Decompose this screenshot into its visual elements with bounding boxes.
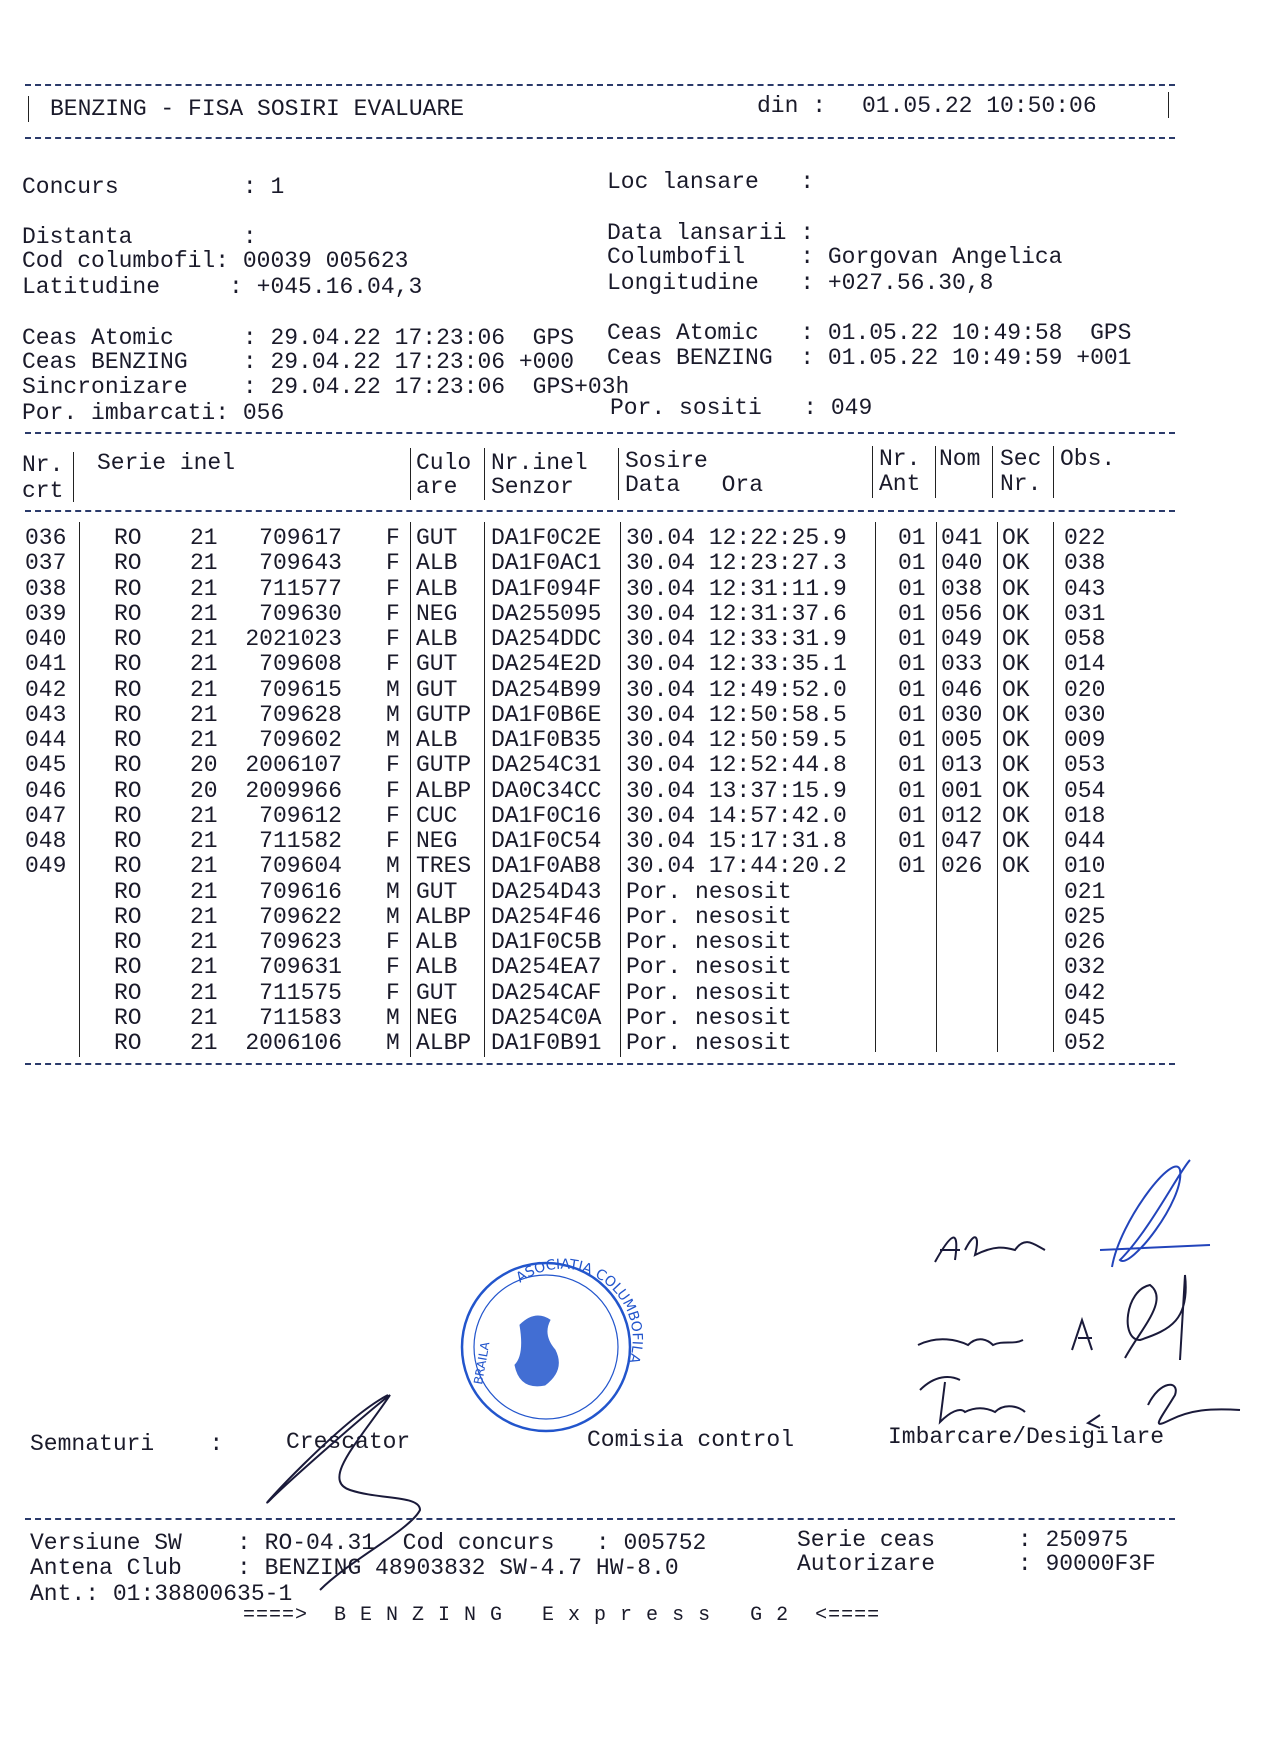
divider xyxy=(25,1518,1175,1520)
cell-country: RO xyxy=(114,550,142,577)
cell-sensor-id: DA254C31 xyxy=(491,752,602,779)
cell-sensor-id: DA255095 xyxy=(491,600,602,627)
cell-year: 21 xyxy=(190,1004,218,1031)
cell-arrival: Por. nesosit xyxy=(626,878,792,905)
cell-color: GUTP xyxy=(416,752,472,779)
cell-sec-nr: OK xyxy=(1002,777,1030,804)
data-lansarii: Data lansarii : xyxy=(607,220,815,246)
cell-obs: 025 xyxy=(1064,903,1106,930)
cell-arrival: 30.04 12:49:52.0 xyxy=(626,676,847,703)
cell-country: RO xyxy=(114,802,142,829)
cell-obs: 009 xyxy=(1064,727,1106,753)
cell-nom: 026 xyxy=(941,853,983,880)
cell-ring-number: 709617 xyxy=(259,525,342,551)
cell-year: 20 xyxy=(190,777,218,804)
document-title: BENZING - FISA SOSIRI EVALUARE xyxy=(50,96,465,122)
col-sec: Nr. xyxy=(1000,471,1042,497)
cell-obs: 053 xyxy=(1064,752,1106,779)
association-stamp xyxy=(462,1257,645,1431)
cell-antenna: 01 xyxy=(898,651,926,678)
cell-ring-number: 709628 xyxy=(259,701,342,728)
cell-arrival: Por. nesosit xyxy=(626,903,792,930)
cell-sex: M xyxy=(386,903,400,930)
cell-obs: 044 xyxy=(1064,828,1106,854)
antenna-id: Ant.: 01:38800635-1 xyxy=(30,1581,293,1607)
cell-sensor-id: DA254EA7 xyxy=(491,954,602,981)
cell-year: 21 xyxy=(190,727,218,753)
cell-nom: 041 xyxy=(941,525,983,551)
cell-sensor-id: DA254B99 xyxy=(491,676,602,703)
cell-color: ALBP xyxy=(416,777,472,804)
cell-nom: 056 xyxy=(941,600,983,627)
columbofil: Columbofil : Gorgovan Angelica xyxy=(607,244,1063,270)
cell-antenna: 01 xyxy=(898,828,926,854)
svg-text:BRAILA: BRAILA xyxy=(471,1340,493,1386)
cell-sex: F xyxy=(386,752,400,779)
cell-ring-number: 2021023 xyxy=(245,626,342,652)
cell-color: GUT xyxy=(416,878,458,905)
cell-nr-crt: 038 xyxy=(25,575,67,602)
cell-sensor-id: DA254D43 xyxy=(491,878,602,905)
cell-year: 21 xyxy=(190,651,218,678)
cell-obs: 018 xyxy=(1064,802,1106,829)
cell-sex: M xyxy=(386,1030,400,1056)
cell-color: ALB xyxy=(416,626,458,652)
cell-nom: 047 xyxy=(941,828,983,854)
cell-nr-crt: 049 xyxy=(25,853,67,880)
cell-sec-nr: OK xyxy=(1002,828,1030,854)
cell-sensor-id: DA254CAF xyxy=(491,979,602,1006)
cell-ring-number: 709612 xyxy=(259,802,342,829)
cell-ring-number: 709643 xyxy=(259,550,342,577)
cell-color: ALB xyxy=(416,727,458,753)
cell-arrival: 30.04 14:57:42.0 xyxy=(626,802,847,829)
cell-color: ALB xyxy=(416,575,458,602)
cell-nom: 012 xyxy=(941,802,983,829)
imbarcare-label: Imbarcare/Desigilare xyxy=(888,1424,1165,1450)
cell-nr-crt: 045 xyxy=(25,752,67,779)
col-serie-inel: Serie inel xyxy=(97,450,236,476)
cell-sensor-id: DA1F0B35 xyxy=(491,727,602,753)
cell-country: RO xyxy=(114,828,142,854)
cell-year: 21 xyxy=(190,550,218,577)
cell-year: 21 xyxy=(190,878,218,905)
cell-sensor-id: DA1F0C16 xyxy=(491,802,602,829)
cell-year: 21 xyxy=(190,676,218,703)
cell-country: RO xyxy=(114,626,142,652)
cell-arrival: 30.04 13:37:15.9 xyxy=(626,777,847,804)
cell-sex: M xyxy=(386,853,400,880)
cell-country: RO xyxy=(114,600,142,627)
por-imbarcati: Por. imbarcati: 056 xyxy=(22,400,285,426)
cell-obs: 022 xyxy=(1064,525,1106,551)
col-ant: Ant xyxy=(879,471,921,497)
cell-nom: 005 xyxy=(941,727,983,753)
cell-ring-number: 711575 xyxy=(259,979,342,1006)
col-culoare: Culo xyxy=(416,450,472,476)
antena-club: Antena Club : BENZING 48903832 SW-4.7 HW-8.0 xyxy=(30,1555,679,1581)
cell-antenna: 01 xyxy=(898,777,926,804)
ceas-atomic-start: Ceas Atomic : 29.04.22 17:23:06 GPS xyxy=(22,325,575,351)
col-senzor: Senzor xyxy=(491,474,574,500)
cell-obs: 021 xyxy=(1064,878,1106,905)
cell-sex: F xyxy=(386,600,400,627)
cell-sex: F xyxy=(386,979,400,1006)
cell-nr-crt: 039 xyxy=(25,600,67,627)
cell-country: RO xyxy=(114,929,142,955)
cell-sex: M xyxy=(386,1004,400,1031)
cell-color: GUTP xyxy=(416,701,472,728)
cell-arrival: Por. nesosit xyxy=(626,1030,792,1056)
cell-country: RO xyxy=(114,979,142,1006)
cell-antenna: 01 xyxy=(898,853,926,880)
cell-obs: 030 xyxy=(1064,701,1106,728)
cell-nom: 001 xyxy=(941,777,983,804)
cell-sec-nr: OK xyxy=(1002,802,1030,829)
latitudine: Latitudine : +045.16.04,3 xyxy=(22,274,423,300)
cell-nr-crt: 048 xyxy=(25,828,67,854)
svg-text:ASOCIATIA COLUMBOFILA: ASOCIATIA COLUMBOFILA xyxy=(513,1256,645,1366)
cell-obs: 045 xyxy=(1064,1004,1106,1031)
col-ant: Nr. xyxy=(879,446,921,472)
cell-nr-crt: 046 xyxy=(25,777,67,804)
commission-signatures xyxy=(918,1160,1240,1428)
cell-nr-crt: 042 xyxy=(25,676,67,703)
cell-color: GUT xyxy=(416,979,458,1006)
distanta: Distanta : xyxy=(22,224,257,250)
cell-sec-nr: OK xyxy=(1002,701,1030,728)
cell-arrival: 30.04 12:33:35.1 xyxy=(626,651,847,678)
cell-antenna: 01 xyxy=(898,550,926,577)
cell-year: 21 xyxy=(190,525,218,551)
cell-sec-nr: OK xyxy=(1002,600,1030,627)
din-label: din : xyxy=(757,93,827,119)
cell-arrival: 30.04 12:31:11.9 xyxy=(626,575,847,602)
cell-nr-crt: 043 xyxy=(25,701,67,728)
cell-arrival: 30.04 12:52:44.8 xyxy=(626,752,847,779)
cell-ring-number: 711577 xyxy=(259,575,342,602)
cell-ring-number: 711582 xyxy=(259,828,342,854)
cell-sensor-id: DA1F0B6E xyxy=(491,701,602,728)
cell-arrival: Por. nesosit xyxy=(626,954,792,981)
cell-country: RO xyxy=(114,1004,142,1031)
cell-ring-number: 709604 xyxy=(259,853,342,880)
cell-sec-nr: OK xyxy=(1002,575,1030,602)
cell-arrival: Por. nesosit xyxy=(626,979,792,1006)
cell-ring-number: 709602 xyxy=(259,727,342,753)
cell-ring-number: 709615 xyxy=(259,676,342,703)
cell-color: ALB xyxy=(416,954,458,981)
cell-antenna: 01 xyxy=(898,727,926,753)
cell-arrival: 30.04 12:31:37.6 xyxy=(626,600,847,627)
cell-antenna: 01 xyxy=(898,802,926,829)
cell-color: GUT xyxy=(416,525,458,551)
cell-ring-number: 709631 xyxy=(259,954,342,981)
cell-ring-number: 2006107 xyxy=(245,752,342,779)
cell-ring-number: 2009966 xyxy=(245,777,342,804)
cell-nr-crt: 040 xyxy=(25,626,67,652)
cell-sec-nr: OK xyxy=(1002,550,1030,577)
cell-arrival: 30.04 17:44:20.2 xyxy=(626,853,847,880)
cell-ring-number: 709616 xyxy=(259,878,342,905)
cell-country: RO xyxy=(114,676,142,703)
cell-country: RO xyxy=(114,752,142,779)
col-nom: Nom xyxy=(939,446,981,472)
col-nr-crt: Nr. xyxy=(22,452,64,478)
cell-obs: 014 xyxy=(1064,651,1106,678)
cell-nr-crt: 037 xyxy=(25,550,67,577)
cell-year: 21 xyxy=(190,802,218,829)
cell-sec-nr: OK xyxy=(1002,727,1030,753)
cell-ring-number: 709622 xyxy=(259,903,342,930)
cell-country: RO xyxy=(114,1030,142,1056)
cell-ring-number: 709608 xyxy=(259,651,342,678)
cell-year: 21 xyxy=(190,853,218,880)
col-sec: Sec xyxy=(1000,446,1042,472)
cell-country: RO xyxy=(114,878,142,905)
cell-year: 21 xyxy=(190,929,218,955)
cell-obs: 020 xyxy=(1064,676,1106,703)
cell-year: 21 xyxy=(190,1030,218,1056)
cell-obs: 054 xyxy=(1064,777,1106,804)
cell-sec-nr: OK xyxy=(1002,525,1030,551)
cell-sec-nr: OK xyxy=(1002,651,1030,678)
cell-obs: 042 xyxy=(1064,979,1106,1006)
cell-obs: 043 xyxy=(1064,575,1106,602)
cell-nom: 013 xyxy=(941,752,983,779)
cell-year: 21 xyxy=(190,828,218,854)
cell-nom: 040 xyxy=(941,550,983,577)
cell-sensor-id: DA1F094F xyxy=(491,575,602,602)
cell-obs: 010 xyxy=(1064,853,1106,880)
cod-columbofil: Cod columbofil: 00039 005623 xyxy=(22,248,409,274)
cell-sex: F xyxy=(386,575,400,602)
cell-ring-number: 2006106 xyxy=(245,1030,342,1056)
semnaturi-label: Semnaturi : xyxy=(30,1431,224,1457)
cell-sex: M xyxy=(386,676,400,703)
cell-antenna: 01 xyxy=(898,676,926,703)
cell-antenna: 01 xyxy=(898,525,926,551)
cell-country: RO xyxy=(114,903,142,930)
cell-antenna: 01 xyxy=(898,575,926,602)
cell-sensor-id: DA1F0AC1 xyxy=(491,550,602,577)
cell-arrival: Por. nesosit xyxy=(626,929,792,955)
versiune-sw: Versiune SW : RO-04.31 Cod concurs : 005752 xyxy=(30,1530,707,1556)
cell-color: GUT xyxy=(416,676,458,703)
cell-nom: 046 xyxy=(941,676,983,703)
cell-color: ALBP xyxy=(416,903,472,930)
cell-sensor-id: DA1F0AB8 xyxy=(491,853,602,880)
crescator-label: Crescator xyxy=(286,1429,411,1455)
cell-nom: 030 xyxy=(941,701,983,728)
cell-arrival: 30.04 12:50:58.5 xyxy=(626,701,847,728)
cell-sensor-id: DA1F0C5B xyxy=(491,929,602,955)
cell-sex: F xyxy=(386,626,400,652)
cell-country: RO xyxy=(114,651,142,678)
sincronizare: Sincronizare : 29.04.22 17:23:06 GPS+03h xyxy=(22,374,630,400)
ceas-benzing-start: Ceas BENZING : 29.04.22 17:23:06 +000 xyxy=(22,349,575,375)
cell-nom: 033 xyxy=(941,651,983,678)
cell-country: RO xyxy=(114,701,142,728)
cell-sensor-id: DA1F0C54 xyxy=(491,828,602,854)
cell-year: 21 xyxy=(190,979,218,1006)
cell-obs: 038 xyxy=(1064,550,1106,577)
cell-sex: F xyxy=(386,525,400,551)
cell-antenna: 01 xyxy=(898,600,926,627)
comisia-control-label: Comisia control xyxy=(587,1427,795,1453)
cell-year: 21 xyxy=(190,600,218,627)
cell-obs: 031 xyxy=(1064,600,1106,627)
col-sosire: Sosire xyxy=(625,448,708,474)
cell-obs: 026 xyxy=(1064,929,1106,955)
cell-sex: M xyxy=(386,701,400,728)
cell-sec-nr: OK xyxy=(1002,676,1030,703)
cell-color: CUC xyxy=(416,802,458,829)
cell-color: NEG xyxy=(416,1004,458,1031)
cell-obs: 052 xyxy=(1064,1030,1106,1056)
cell-sec-nr: OK xyxy=(1002,752,1030,779)
cell-country: RO xyxy=(114,727,142,753)
cell-sex: F xyxy=(386,929,400,955)
cell-sensor-id: DA254E2D xyxy=(491,651,602,678)
cell-ring-number: 709630 xyxy=(259,600,342,627)
cell-country: RO xyxy=(114,777,142,804)
cell-color: TRES xyxy=(416,853,472,880)
cell-antenna: 01 xyxy=(898,752,926,779)
cell-sensor-id: DA0C34CC xyxy=(491,777,602,804)
cell-sensor-id: DA1F0B91 xyxy=(491,1030,602,1056)
cell-sensor-id: DA254C0A xyxy=(491,1004,602,1031)
cell-arrival: 30.04 12:23:27.3 xyxy=(626,550,847,577)
cell-country: RO xyxy=(114,954,142,981)
cell-sex: F xyxy=(386,828,400,854)
cell-antenna: 01 xyxy=(898,626,926,652)
cell-country: RO xyxy=(114,525,142,551)
cell-sex: M xyxy=(386,727,400,753)
cell-country: RO xyxy=(114,575,142,602)
cell-year: 20 xyxy=(190,752,218,779)
cell-year: 21 xyxy=(190,701,218,728)
cell-nom: 049 xyxy=(941,626,983,652)
col-senzor: Nr.inel xyxy=(491,450,588,476)
cell-arrival: 30.04 12:33:31.9 xyxy=(626,626,847,652)
cell-ring-number: 709623 xyxy=(259,929,342,955)
cell-color: GUT xyxy=(416,651,458,678)
concurs: Concurs : 1 xyxy=(22,174,285,200)
cell-obs: 032 xyxy=(1064,954,1106,981)
col-sosire: Data Ora xyxy=(625,472,764,498)
cell-color: ALB xyxy=(416,929,458,955)
cell-year: 21 xyxy=(190,575,218,602)
cell-nr-crt: 047 xyxy=(25,802,67,829)
ceas-atomic-end: Ceas Atomic : 01.05.22 10:49:58 GPS xyxy=(607,320,1132,346)
cell-sex: F xyxy=(386,802,400,829)
col-obs: Obs. xyxy=(1060,446,1116,472)
cell-sex: F xyxy=(386,651,400,678)
serie-ceas: Serie ceas : 250975 xyxy=(797,1527,1129,1553)
cell-sec-nr: OK xyxy=(1002,626,1030,652)
cell-color: ALBP xyxy=(416,1030,472,1056)
brand-line: ====> B E N Z I N G E x p r e s s G 2 <==== xyxy=(243,1604,881,1627)
cell-color: NEG xyxy=(416,828,458,854)
cell-year: 21 xyxy=(190,903,218,930)
cell-sensor-id: DA254DDC xyxy=(491,626,602,652)
cell-nr-crt: 036 xyxy=(25,525,67,551)
col-nr-crt: crt xyxy=(22,478,64,504)
cell-year: 21 xyxy=(190,954,218,981)
ceas-benzing-end: Ceas BENZING : 01.05.22 10:49:59 +001 xyxy=(607,345,1132,371)
print-datetime: 01.05.22 10:50:06 xyxy=(862,93,1097,119)
cell-arrival: Por. nesosit xyxy=(626,1004,792,1031)
cell-color: ALB xyxy=(416,550,458,577)
cell-sensor-id: DA254F46 xyxy=(491,903,602,930)
loc-lansare: Loc lansare : xyxy=(607,169,815,195)
por-sositi: Por. sositi : 049 xyxy=(610,395,873,421)
cell-sex: M xyxy=(386,878,400,905)
longitudine: Longitudine : +027.56.30,8 xyxy=(607,270,994,296)
cell-sex: F xyxy=(386,550,400,577)
cell-arrival: 30.04 15:17:31.8 xyxy=(626,828,847,854)
cell-arrival: 30.04 12:50:59.5 xyxy=(626,727,847,753)
cell-nom: 038 xyxy=(941,575,983,602)
cell-antenna: 01 xyxy=(898,701,926,728)
cell-obs: 058 xyxy=(1064,626,1106,652)
cell-year: 21 xyxy=(190,626,218,652)
autorizare: Autorizare : 90000F3F xyxy=(797,1551,1156,1577)
cell-arrival: 30.04 12:22:25.9 xyxy=(626,525,847,551)
cell-sex: F xyxy=(386,954,400,981)
cell-sex: F xyxy=(386,777,400,804)
cell-nr-crt: 044 xyxy=(25,727,67,753)
cell-ring-number: 711583 xyxy=(259,1004,342,1031)
cell-color: NEG xyxy=(416,600,458,627)
cell-sec-nr: OK xyxy=(1002,853,1030,880)
cell-country: RO xyxy=(114,853,142,880)
cell-nr-crt: 041 xyxy=(25,651,67,678)
col-culoare: are xyxy=(416,474,458,500)
cell-sensor-id: DA1F0C2E xyxy=(491,525,602,551)
